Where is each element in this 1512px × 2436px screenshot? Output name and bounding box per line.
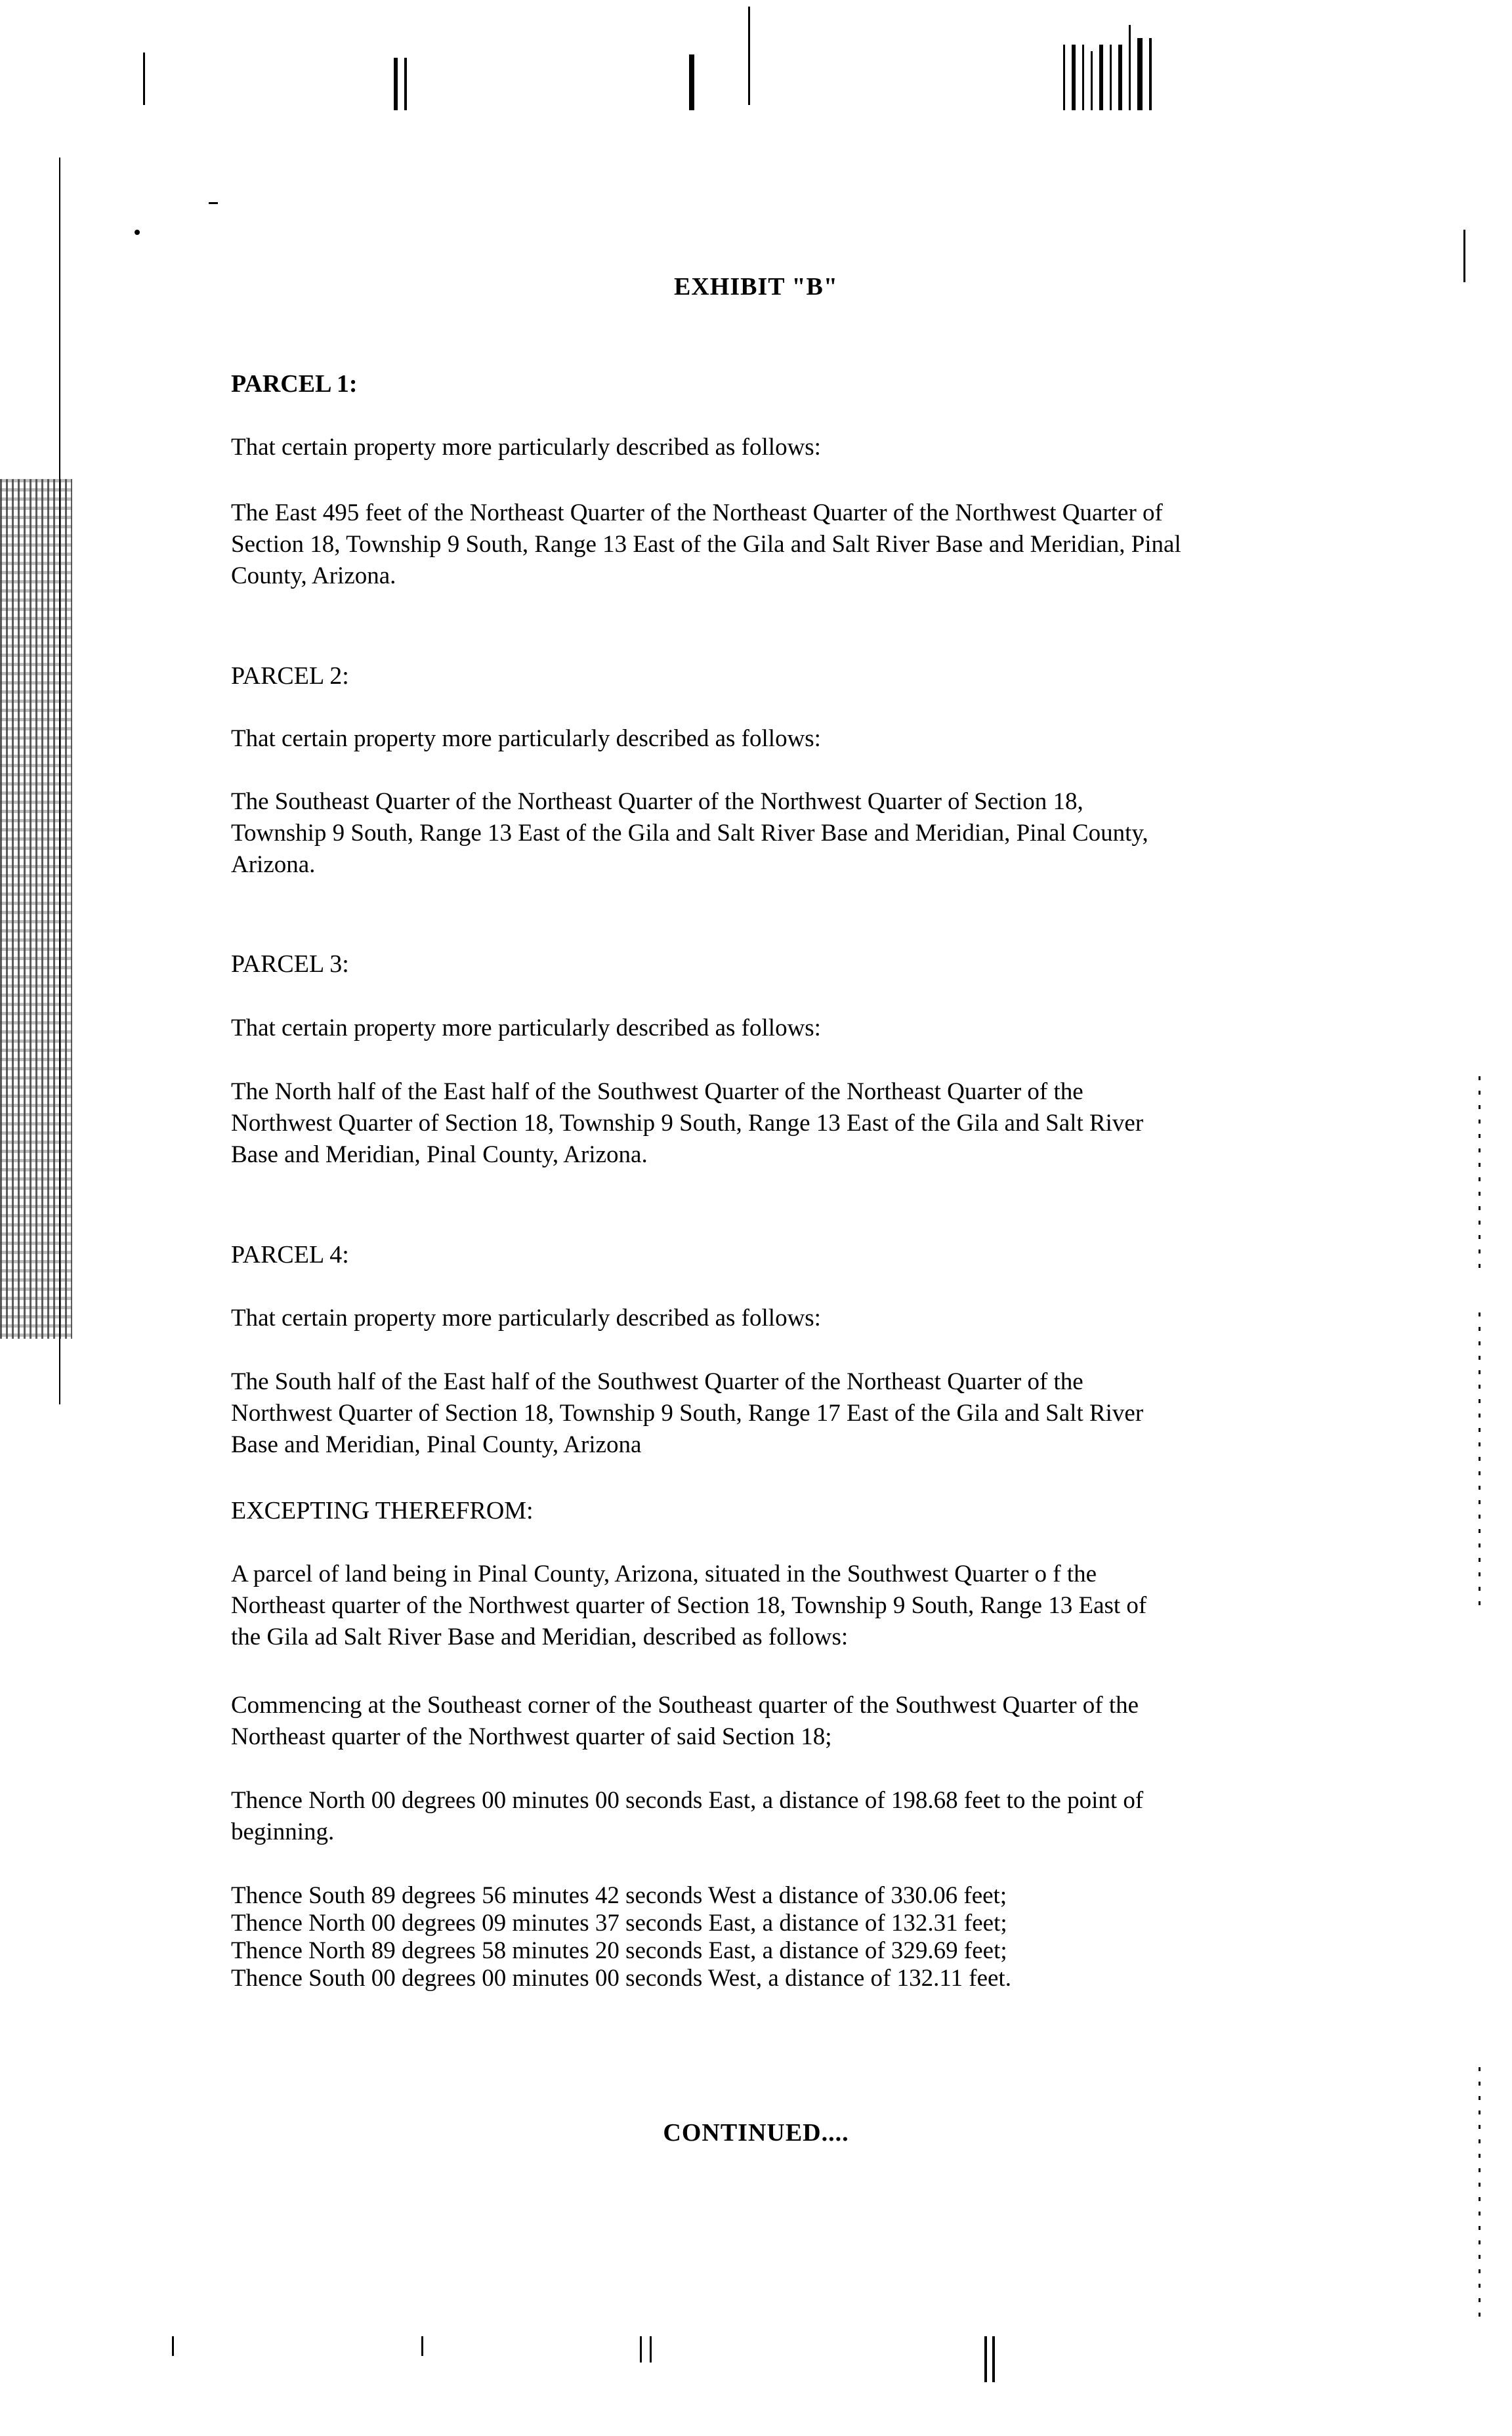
parcel-2-line: Arizona. — [231, 851, 316, 878]
excepting-paragraph-2 — [231, 1690, 1294, 1753]
parcel-1-description — [231, 497, 1294, 592]
parcel-2-line: The Southeast Quarter of the Northeast Quarter of the Northwest Quarter of Section 18, — [231, 788, 1083, 815]
parcel-3-intro: That certain property more particularly described as follows: — [231, 1015, 821, 1041]
document-title: EXHIBIT "B" — [674, 273, 838, 301]
scan-barcode — [1063, 12, 1158, 110]
parcel-2-line: Township 9 South, Range 13 East of the Gila and Salt River Base and Meridian, Pinal County, — [231, 820, 1148, 847]
parcel-1-intro: That certain property more particularly described as follows: — [231, 434, 821, 461]
scan-right-ticks — [1479, 1076, 1480, 1273]
course-line: Thence South 89 degrees 56 minutes 42 seconds West a distance of 330.06 feet; — [231, 1882, 1007, 1909]
scan-bottom-mark-5 — [984, 2336, 987, 2382]
excepting-paragraph-1 — [231, 1559, 1294, 1653]
excepting-paragraph-3 — [231, 1785, 1294, 1848]
parcel-2-intro: That certain property more particularly described as follows: — [231, 725, 821, 752]
parcel-3-description — [231, 1076, 1294, 1171]
scan-right-ticks-3 — [1479, 2067, 1480, 2317]
parcel-2-label: PARCEL 2: — [231, 662, 349, 690]
scan-dash — [209, 202, 218, 204]
parcel-1-line: The East 495 feet of the Northeast Quarter of the Northeast Quarter of the Northwest Quarter of — [231, 499, 1163, 526]
excepting-line: Commencing at the Southeast corner of the Southeast quarter of the Southwest Quarter of the — [231, 1692, 1139, 1719]
excepting-line: Northeast quarter of the Northwest quarter of said Section 18; — [231, 1723, 832, 1750]
course-line: Thence North 89 degrees 58 minutes 20 seconds East, a distance of 329.69 feet; — [231, 1937, 1007, 1964]
parcel-4-line: The South half of the East half of the Southwest Quarter of the Northeast Quarter of the — [231, 1368, 1083, 1395]
scan-bottom-mark-3 — [640, 2336, 642, 2362]
excepting-label: EXCEPTING THEREFROM: — [231, 1497, 534, 1524]
scan-dot — [135, 230, 140, 235]
parcel-2-description — [231, 786, 1294, 881]
parcel-3-label: PARCEL 3: — [231, 950, 349, 978]
excepting-line: Thence North 00 degrees 00 minutes 00 seconds East, a distance of 198.68 feet to the point of — [231, 1787, 1144, 1814]
scan-mark-vertical — [748, 7, 750, 105]
parcel-1-label: PARCEL 1: — [231, 370, 358, 398]
parcel-3-line: The North half of the East half of the Southwest Quarter of the Northeast Quarter of the — [231, 1078, 1083, 1105]
scan-left-noise — [0, 479, 72, 1339]
scan-mark-edge — [143, 52, 145, 105]
excepting-line: the Gila ad Salt River Base and Meridian, described as follows: — [231, 1624, 849, 1650]
scan-bottom-mark-4 — [650, 2336, 652, 2362]
course-line: Thence South 00 degrees 00 minutes 00 seconds West, a distance of 132.11 feet. — [231, 1965, 1011, 1992]
parcel-4-description — [231, 1366, 1294, 1461]
parcel-1-line: County, Arizona. — [231, 562, 396, 589]
excepting-line: A parcel of land being in Pinal County, Arizona, situated in the Southwest Quarter o f the — [231, 1561, 1097, 1587]
excepting-line: Northeast quarter of the Northwest quarter of Section 18, Township 9 South, Range 13 East of — [231, 1592, 1147, 1619]
scan-mark-center — [689, 12, 701, 110]
scan-mark-left — [394, 12, 413, 110]
continued-footer: CONTINUED.... — [663, 2119, 849, 2147]
parcel-4-line: Northwest Quarter of Section 18, Township 9 South, Range 17 East of the Gila and Salt River — [231, 1400, 1144, 1427]
parcel-4-intro: That certain property more particularly described as follows: — [231, 1305, 821, 1332]
scan-right-ticks-2 — [1479, 1312, 1480, 1614]
parcel-3-line: Northwest Quarter of Section 18, Township 9 South, Range 13 East of the Gila and Salt River — [231, 1110, 1144, 1137]
excepting-courses — [231, 1882, 1294, 1992]
scan-bottom-mark-1 — [172, 2336, 174, 2356]
parcel-1-line: Section 18, Township 9 South, Range 13 East of the Gila and Salt River Base and Meridian, Pinal — [231, 531, 1181, 558]
scan-bottom-mark-2 — [421, 2336, 423, 2356]
parcel-3-line: Base and Meridian, Pinal County, Arizona. — [231, 1141, 648, 1168]
parcel-4-label: PARCEL 4: — [231, 1241, 349, 1269]
excepting-line: beginning. — [231, 1818, 335, 1845]
parcel-4-line: Base and Meridian, Pinal County, Arizona — [231, 1431, 642, 1458]
course-line: Thence North 00 degrees 09 minutes 37 seconds East, a distance of 132.31 feet; — [231, 1910, 1007, 1937]
scan-bottom-mark-6 — [992, 2336, 995, 2382]
